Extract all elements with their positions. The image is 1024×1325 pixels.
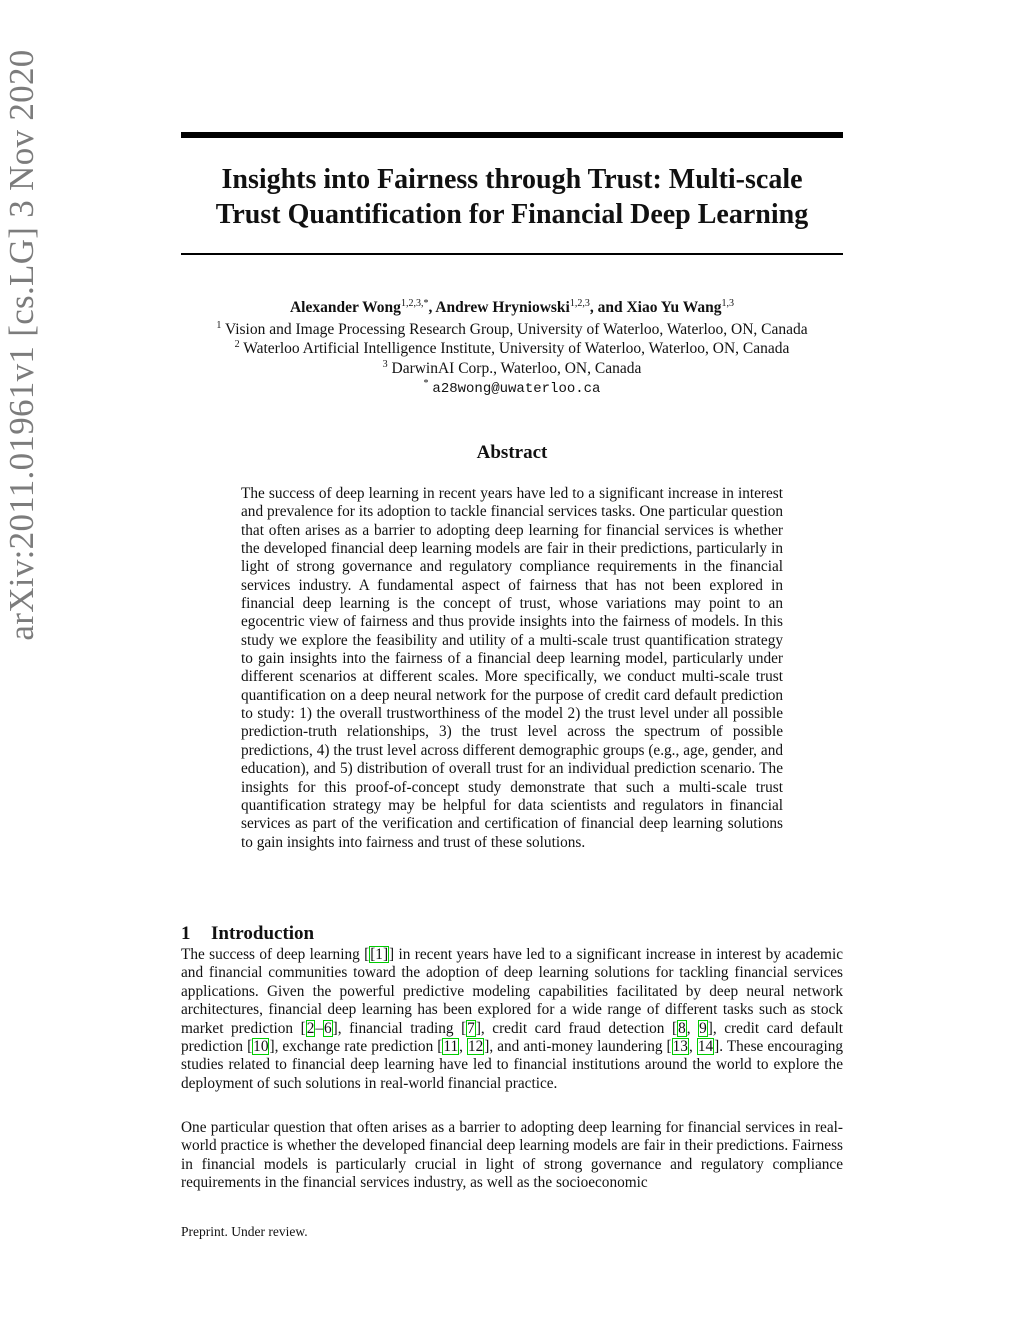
text-run: ], financial trading [ <box>332 1019 467 1037</box>
title-rule-bottom <box>181 253 843 255</box>
abstract-heading: Abstract <box>476 442 548 463</box>
affiliation-text: Vision and Image Processing Research Group, University of Waterloo, Waterloo, ON, Canada <box>224 321 808 338</box>
citation-link[interactable]: 2 <box>306 1019 315 1037</box>
text-run: , <box>459 1038 467 1056</box>
author-list <box>181 298 843 318</box>
author-name: Alexander Wong <box>289 299 401 316</box>
arxiv-identifier: arXiv:2011.01961v1 [cs.LG] 3 Nov 2020 <box>2 49 41 641</box>
citation-link[interactable]: 14 <box>697 1038 714 1056</box>
citation-link[interactable]: [[1]] <box>364 946 395 963</box>
citation-link[interactable]: 7 <box>467 1019 475 1037</box>
affiliation-text: Waterloo Artificial Intelligence Institute, University of Waterloo, Waterloo, ON, Canada <box>243 340 790 358</box>
affiliation-mark: 1 <box>216 319 222 331</box>
footer-note: Preprint. Under review. <box>181 1224 308 1239</box>
author-affil-marks: 1,3 <box>721 297 735 309</box>
affiliation-mark: 3 <box>382 358 388 370</box>
citation-link[interactable]: 10 <box>253 1038 269 1056</box>
section-number: 1 <box>181 923 191 944</box>
citation-link[interactable]: 9 <box>699 1019 707 1037</box>
citation-link[interactable]: 8 <box>678 1019 686 1037</box>
author-affil-marks: 1,2,3,* <box>400 297 429 309</box>
section-title: Introduction <box>211 923 315 944</box>
author-name: Xiao Yu Wang <box>626 299 722 316</box>
author-affil-marks: 1,2,3 <box>569 297 590 309</box>
intro-paragraph-1 <box>181 946 843 1093</box>
citation-number[interactable]: [1] <box>370 946 389 963</box>
text-run: in recent years have led to a significant increase in interest by academic and financial communities toward the adoption of deep learning solutions for tackling financial services applications. Given the powerful predictive modeling capabilities facilitated by deep neural network architectures, financial deep learning has been explored for a wide range of different tasks such as stock market prediction [ <box>181 946 843 1037</box>
contact-email <box>181 378 843 399</box>
text-run: , <box>686 1019 699 1037</box>
affiliation-mark: 2 <box>234 339 240 351</box>
email-mark: * <box>423 377 429 389</box>
citation-link[interactable]: 13 <box>672 1038 688 1056</box>
text-run: ], credit card fraud detection [ <box>475 1019 678 1037</box>
title-line-2: Trust Quantification for Financial Deep Learning <box>215 199 809 230</box>
citation-link[interactable]: 11 <box>443 1038 459 1056</box>
affiliation-list <box>181 320 843 399</box>
affiliation-3 <box>181 359 843 378</box>
paper-title <box>181 162 843 232</box>
citation-link[interactable]: 6 <box>324 1019 332 1037</box>
text-run: ], credit card default prediction [ <box>181 1019 843 1056</box>
author-separator: , <box>428 299 436 316</box>
citation-link[interactable]: 12 <box>467 1038 484 1056</box>
text-run: ]. These encouraging studies related to financial deep learning have led to financial institutions around the world to explore the deployment of such solutions in real-world financial practice. <box>181 1038 843 1092</box>
text-run: The success of deep learning <box>181 946 365 963</box>
email-address[interactable]: a28wong@uwaterloo.ca <box>432 380 601 397</box>
author-separator: , and <box>589 299 627 316</box>
affiliation-text: DarwinAI Corp., Waterloo, ON, Canada <box>391 359 642 377</box>
author-name: Andrew Hryniowski <box>435 299 570 316</box>
text-run: ], exchange rate prediction [ <box>269 1038 443 1056</box>
section-heading-introduction <box>181 923 843 945</box>
text-run: – <box>315 1019 323 1037</box>
abstract-body: The success of deep learning in recent years have led to a significant increase in interest and prevalence for its adoption to tackle financial services tasks. One particular question that often arises as a barrier to adopting deep learning for financial services is whether the developed financial deep learning models are fair in their predictions, particularly in light of strong governance and regulatory compliance requirements in the financial services industry. A fundamental aspect of fairness that has not been explored in financial deep learning is the concept of trust, whose variations may point to an egocentric view of fairness and thus provide insights into the fairness of models. In this study we explore the feasibility and utility of a multi-scale trust quantification strategy to gain insights into the fairness of a financial deep learning model, particularly under different scenarios at different scales. More specifically, we conduct multi-scale trust quantification on a deep neural network for the purpose of credit card default prediction to study: 1) the overall trustworthiness of the model 2) the trust level under all possible prediction-truth relationships, 3) the trust level across the spectrum of possible predictions, 4) the trust level across different demographic groups (e.g., age, gender, and education), and 5) distribution of overall trust for an individual prediction scenario. The insights for this proof-of-concept study demonstrate that such a multi-scale trust quantification strategy may be helpful for data scientists and regulators in financial services as part of the verification and certification of financial deep learning solutions to gain insights into fairness and trust of these solutions. <box>241 485 783 851</box>
title-rule-top <box>181 132 843 138</box>
text-run: ], and anti-money laundering [ <box>484 1038 672 1056</box>
intro-paragraph-2: One particular question that often arises as a barrier to adopting deep learning for financial services in real-world practice is whether the developed financial deep learning models are fair in their predictions. Fairness in financial models is particularly crucial in light of strong governance and regulatory compliance requirements in the financial services industry, as well as the socioeconomic <box>181 1119 843 1192</box>
affiliation-2 <box>181 339 843 358</box>
text-run: , <box>688 1038 697 1056</box>
title-line-1: Insights into Fairness through Trust: Multi-scale <box>221 164 803 195</box>
affiliation-1 <box>181 320 843 339</box>
